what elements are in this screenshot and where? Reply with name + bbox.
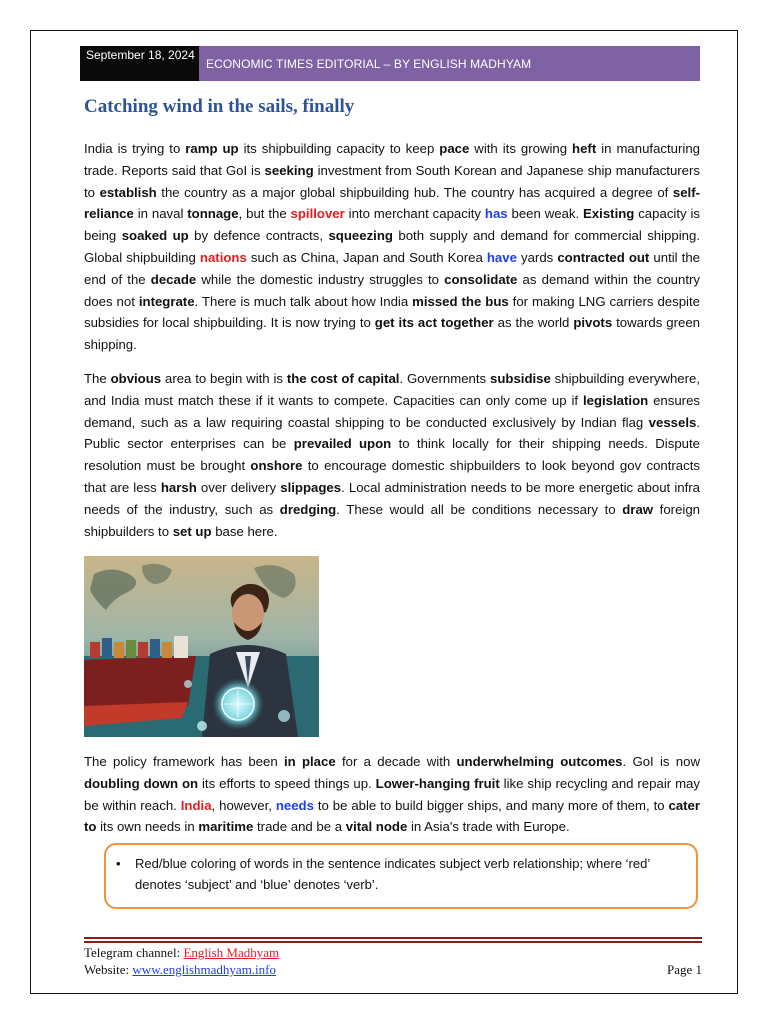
page-number: Page 1 [666,962,702,977]
header-banner: ECONOMIC TIMES EDITORIAL – BY ENGLISH MADHYAM [199,46,700,81]
note-text: Red/blue coloring of words in the sentence indicates subject verb relationship; where ‘red’ denotes ‘subject’ and ‘blue’ denotes ‘verb’. [135,856,650,892]
paragraph-2: The obvious area to begin with is the cost of capital. Governments subsidise shipbuilding everywhere, and India must match these if it wants to compete. Capacities can only come up if legislation ensures demand, such as a law requiring coastal shipping to be conducted exclusively by Indian flag vessels. Public sector enterprises can be prevailed upon to think locally for their shipping needs. Dispute resolution must be brought onshore to encourage domestic shipbuilders to look beyond gov contracts that are less harsh over delivery slippages. Local administration needs to be more energetic about infra needs of the industry, such as dredging. These would all be conditions necessary to draw foreign shipbuilders to set up base here. [84,371,701,539]
bullet-icon: • [116,856,121,871]
website-label: Website: [84,962,133,977]
telegram-line [84,944,702,961]
note-box [104,843,698,909]
website-link[interactable]: www.englishmadhyam.info [132,962,276,977]
paragraph-1: India is trying to ramp up its shipbuilding capacity to keep pace with its growing heft in manufacturing trade. Reports said that GoI is seeking investment from South Korean and Japanese ship manufacturers to establish the country as a major global shipbuilding hub. The country has acquired a degree of self-reliance in naval tonnage, but the spillover into merchant capacity has been weak. Existing capacity is being soaked up by defence contracts, squeezing both supply and demand for commercial shipping. Global shipbuilding nations such as China, Japan and South Korea have yards contracted out until the end of the decade while the domestic industry struggles to consolidate as demand within the country does not integrate. There is much talk about how India missed the bus for making LNG carriers despite subsidies for local shipbuilding. It is now trying to get its act together as the world pivots towards green shipping. [84,141,701,353]
article-title: Catching wind in the sails, finally [84,96,355,117]
footer-divider [84,941,702,943]
date-label: September 18, 2024 [80,46,199,81]
page-footer [84,944,702,978]
illustration-image [84,556,319,737]
footer-divider [84,937,702,939]
paragraph-3: The policy framework has been in place for a decade with underwhelming outcomes. GoI is now doubling down on its efforts to speed things up. Lower-hanging fruit like ship recycling and repair may be within reach. India, however, needs to be able to build bigger ships, and many more of them, to cater to its own needs in maritime trade and be a vital node in Asia's trade with Europe. [84,754,701,835]
telegram-label: Telegram channel: [84,945,184,960]
telegram-link[interactable]: English Madhyam [183,945,280,960]
page-header [80,46,700,81]
website-line [84,961,702,978]
